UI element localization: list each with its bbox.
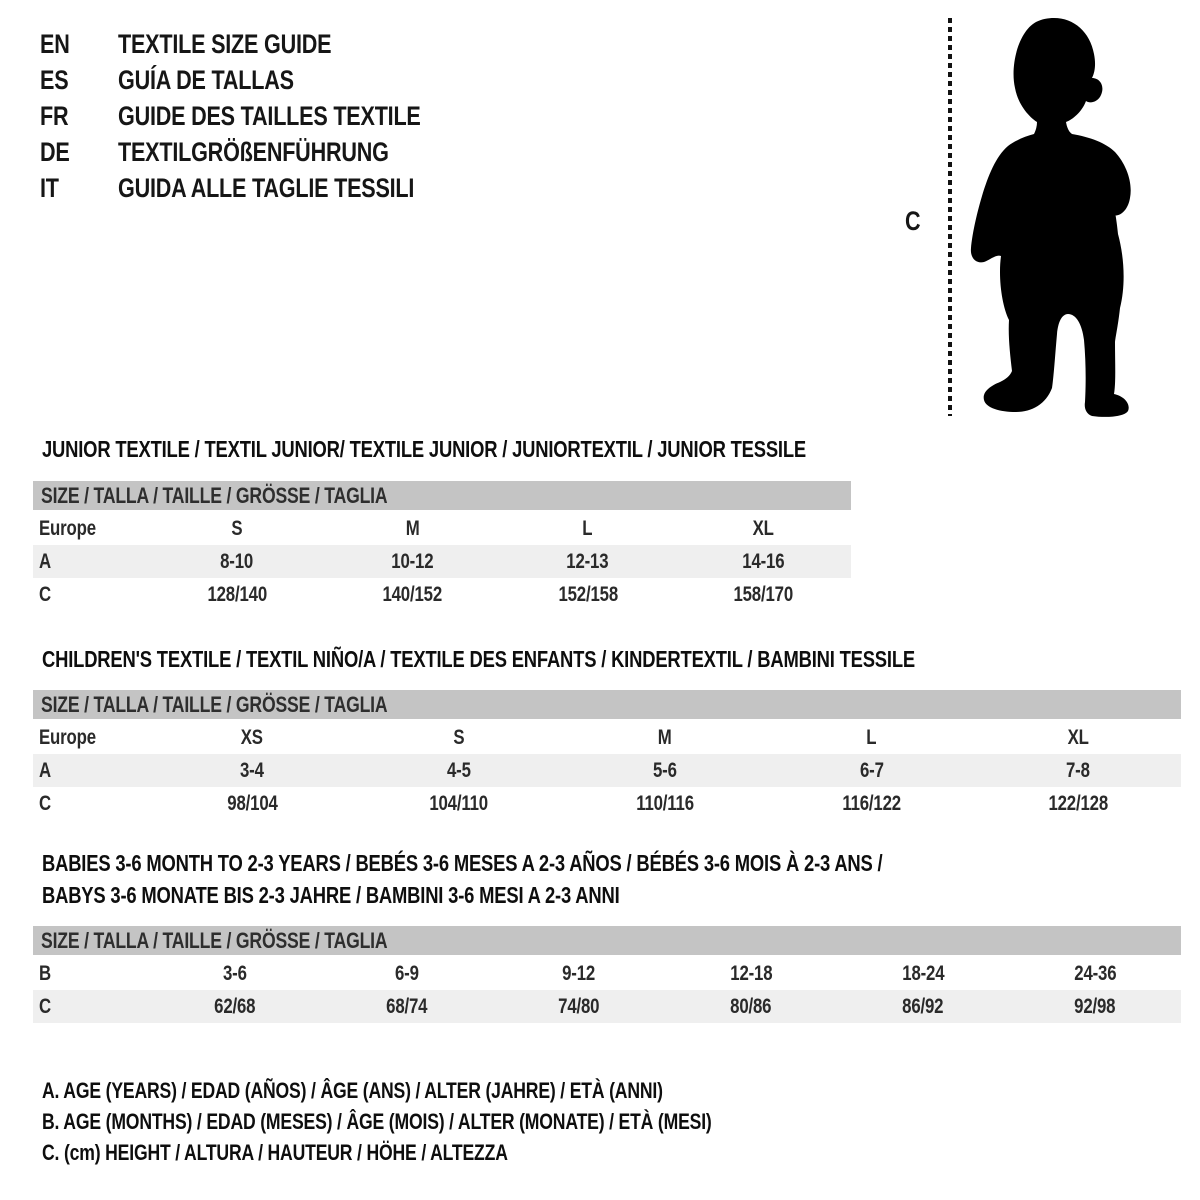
size-bar: SIZE / TALLA / TAILLE / GRÖSSE / TAGLIA <box>33 690 1181 719</box>
value-cell: 128/140 <box>206 582 267 606</box>
babies-size-table <box>33 926 1181 1023</box>
children-size-table <box>33 690 1181 820</box>
value-cell: 110/116 <box>636 791 694 815</box>
value-cell: 3-4 <box>240 758 265 782</box>
value-cell: M <box>658 725 672 749</box>
value-cell: XL <box>752 516 774 540</box>
language-code: DE <box>40 136 70 167</box>
value-cell: 14-16 <box>742 549 785 573</box>
table-row <box>33 990 1181 1023</box>
value-cell: 92/98 <box>1074 994 1116 1018</box>
table-row <box>33 578 851 611</box>
value-cell: 152/158 <box>557 582 618 606</box>
value-cell: 7-8 <box>1065 758 1090 782</box>
language-code: EN <box>40 28 70 59</box>
value-cell: 140/152 <box>382 582 443 606</box>
table-row <box>33 545 851 578</box>
value-cell: XL <box>1067 725 1089 749</box>
height-measure-dashed-line <box>948 18 952 416</box>
value-cell: 158/170 <box>733 582 794 606</box>
table-row <box>33 754 1181 787</box>
value-cell: 12-18 <box>729 961 773 985</box>
value-cell: L <box>866 725 877 749</box>
value-cell: 3-6 <box>223 961 247 985</box>
language-code: ES <box>40 64 69 95</box>
legend-line: A. AGE (YEARS) / EDAD (AÑOS) / ÂGE (ANS) / ALTER (JAHRE) / ETÀ (ANNI) <box>42 1078 663 1103</box>
value-cell: 4-5 <box>446 758 471 782</box>
size-bar: SIZE / TALLA / TAILLE / GRÖSSE / TAGLIA <box>33 926 1181 955</box>
value-cell: 6-9 <box>395 961 419 985</box>
language-row <box>40 26 496 62</box>
value-cell: 74/80 <box>558 994 600 1018</box>
value-cell: 9-12 <box>562 961 596 985</box>
value-cell: 5-6 <box>653 758 677 782</box>
row-label-cell: Europe <box>39 725 96 749</box>
row-label-cell: A <box>39 758 51 782</box>
legend-line: B. AGE (MONTHS) / EDAD (MESES) / ÂGE (MOIS) / ALTER (MONATE) / ETÀ (MESI) <box>42 1109 712 1134</box>
language-title: GUIDA ALLE TAGLIE TESSILI <box>118 172 415 203</box>
row-label-cell: C <box>39 582 51 606</box>
language-row <box>40 134 496 170</box>
value-cell: 98/104 <box>227 791 278 815</box>
measurement-legend <box>42 1075 879 1168</box>
language-title: GUIDE DES TAILLES TEXTILE <box>118 100 421 131</box>
value-cell: 68/74 <box>386 994 428 1018</box>
language-row <box>40 170 496 206</box>
toddler-silhouette-icon <box>968 16 1140 420</box>
language-code: FR <box>40 100 69 131</box>
language-code: IT <box>40 172 59 203</box>
children-section-title: CHILDREN'S TEXTILE / TEXTIL NIÑO/A / TEXTILE DES ENFANTS / KINDERTEXTIL / BAMBINI TESSILE <box>42 646 915 672</box>
value-cell: 62/68 <box>214 994 256 1018</box>
value-cell: 80/86 <box>730 994 772 1018</box>
table-row <box>33 512 851 545</box>
table-row <box>33 787 1181 820</box>
table-row <box>33 721 1181 754</box>
value-cell: 116/122 <box>842 791 901 815</box>
language-row <box>40 62 496 98</box>
value-cell: 12-13 <box>566 549 609 573</box>
size-bar: SIZE / TALLA / TAILLE / GRÖSSE / TAGLIA <box>33 481 851 510</box>
row-label-cell: C <box>39 994 51 1018</box>
language-header <box>40 26 496 206</box>
value-cell: XS <box>241 725 264 749</box>
language-title: GUÍA DE TALLAS <box>118 64 294 95</box>
value-cell: 122/128 <box>1047 791 1108 815</box>
babies-section-title: BABIES 3-6 MONTH TO 2-3 YEARS / BEBÉS 3-6 MESES A 2-3 AÑOS / BÉBÉS 3-6 MOIS À 2-3 ANS / BABYS 3-6 MONATE BIS 2-3 JAHRE / BAMBINI 3-6 MESI A 2-3 ANNI <box>42 850 883 908</box>
value-cell: 10-12 <box>391 549 434 573</box>
junior-section-title: JUNIOR TEXTILE / TEXTIL JUNIOR/ TEXTILE JUNIOR / JUNIORTEXTIL / JUNIOR TESSILE <box>42 436 807 462</box>
value-cell: S <box>453 725 465 749</box>
value-cell: 6-7 <box>859 758 884 782</box>
value-cell: 86/92 <box>902 994 944 1018</box>
value-cell: 8-10 <box>220 549 254 573</box>
value-cell: 104/110 <box>429 791 488 815</box>
height-measure-label: C <box>905 206 921 236</box>
language-title: TEXTILE SIZE GUIDE <box>118 28 332 59</box>
row-label-cell: B <box>39 961 51 985</box>
table-row <box>33 957 1181 990</box>
language-row <box>40 98 496 134</box>
row-label-cell: Europe <box>39 516 96 540</box>
row-label-cell: A <box>39 549 51 573</box>
value-cell: 24-36 <box>1073 961 1117 985</box>
legend-line: C. (cm) HEIGHT / ALTURA / HAUTEUR / HÖHE / ALTEZZA <box>42 1140 508 1165</box>
value-cell: 18-24 <box>901 961 945 985</box>
language-title: TEXTILGRÖßENFÜHRUNG <box>118 136 389 167</box>
value-cell: M <box>405 516 420 540</box>
row-label-cell: C <box>39 791 51 815</box>
value-cell: L <box>582 516 593 540</box>
junior-size-table <box>33 481 851 611</box>
value-cell: S <box>231 516 243 540</box>
